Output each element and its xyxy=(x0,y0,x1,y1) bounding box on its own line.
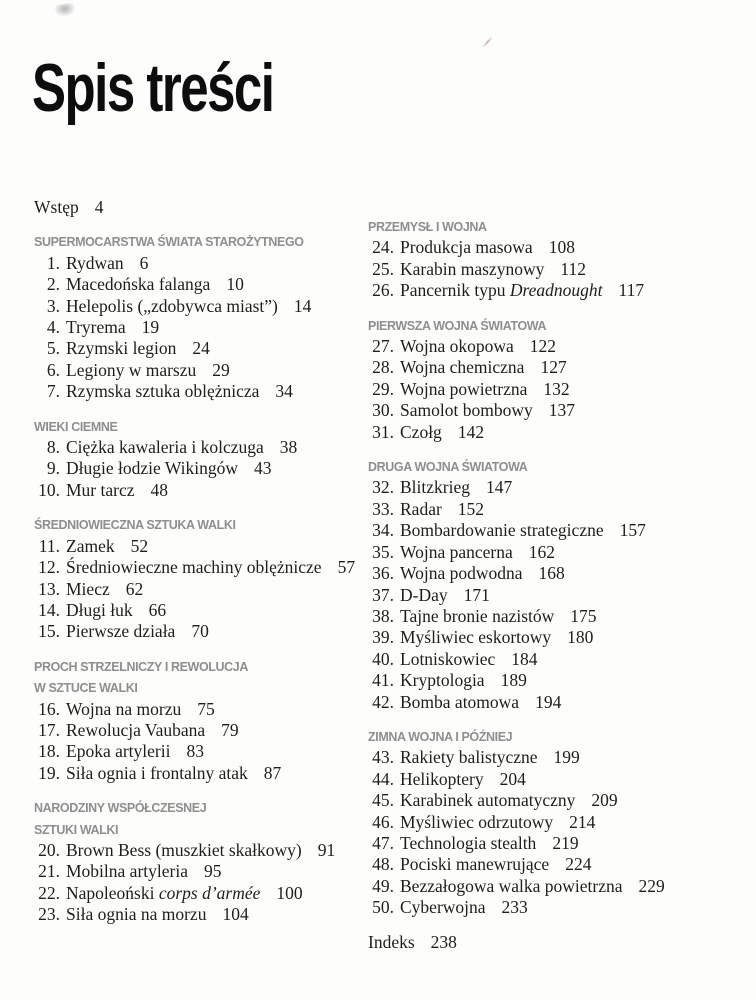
toc-entry xyxy=(34,621,368,642)
entry-number: 46. xyxy=(372,811,394,832)
entry-title: Macedońska falanga xyxy=(66,274,211,295)
toc-entry xyxy=(368,400,756,421)
toc-entry xyxy=(368,499,756,520)
entry-number: 14. xyxy=(38,599,60,620)
entry-number: 5. xyxy=(46,338,60,359)
toc-entry xyxy=(368,477,756,498)
section-header-line: W SZTUCE WALKI xyxy=(34,680,138,696)
entry-title: Długie łodzie Wikingów xyxy=(66,458,239,479)
section-header xyxy=(34,514,368,535)
toc-entry xyxy=(368,670,756,691)
page-title: Spis treści xyxy=(32,50,274,126)
entry-number: 22. xyxy=(38,882,60,903)
entry-number: 15. xyxy=(38,621,60,642)
entry-page-number: 189 xyxy=(500,670,527,691)
entry-page-number: 171 xyxy=(463,584,490,605)
entry-number: 18. xyxy=(38,741,60,762)
toc-entry xyxy=(368,833,756,854)
entry-title: Myśliwiec odrzutowy xyxy=(400,811,554,832)
entry-page-number: 6 xyxy=(139,252,149,273)
entry-page-number: 204 xyxy=(499,768,526,789)
entry-number: 12. xyxy=(38,557,60,578)
section-header xyxy=(34,416,368,437)
entry-page-number: 194 xyxy=(535,691,562,712)
entry-title: Rakiety balistyczne xyxy=(400,747,538,768)
entry-page-number: 75 xyxy=(197,698,215,719)
toc-entry xyxy=(34,437,368,458)
toc-entry xyxy=(368,280,756,301)
entry-page-number: 52 xyxy=(130,535,149,556)
entry-title: Karabinek automatyczny xyxy=(400,790,576,811)
entry-number: 35. xyxy=(372,541,394,562)
toc-entry xyxy=(368,649,756,670)
section-header xyxy=(368,456,756,477)
entry-title: Blitzkrieg xyxy=(400,477,470,498)
entry-page-number: 48 xyxy=(150,479,169,500)
entry-number: 7. xyxy=(46,381,60,402)
entry-title: Myśliwiec eskortowy xyxy=(400,627,552,648)
toc-entry xyxy=(368,259,756,280)
toc-entry xyxy=(34,840,368,861)
toc-entry xyxy=(368,897,756,918)
entry-number: 31. xyxy=(372,421,394,442)
entry-title: Długi łuk xyxy=(66,599,133,620)
entry-number: 41. xyxy=(372,670,394,691)
entry-number: 10. xyxy=(38,479,60,500)
entry-title: Wojna okopowa xyxy=(400,336,514,357)
entry-title: Pierwsze działa xyxy=(66,621,176,642)
entry-page-number: 112 xyxy=(560,258,586,279)
entry-page-number: 152 xyxy=(457,498,485,519)
entry-title: Siła ognia i frontalny atak xyxy=(66,762,248,783)
entry-page-number: 142 xyxy=(457,421,485,442)
entry-page-number: 117 xyxy=(618,280,645,301)
toc-entry xyxy=(34,557,368,578)
entry-page-number: 91 xyxy=(317,839,336,860)
section-header-line: DRUGA WOJNA ŚWIATOWA xyxy=(368,459,528,475)
entry-number: 37. xyxy=(372,584,394,605)
entry-page-number: 132 xyxy=(543,378,570,399)
toc-entry xyxy=(368,542,756,563)
toc-entry xyxy=(368,747,756,768)
section-header-line: ZIMNA WOJNA I PÓŹNIEJ xyxy=(368,728,513,744)
section-header-line: SZTUKI WALKI xyxy=(34,821,119,837)
entry-number: 13. xyxy=(38,578,60,599)
toc-entry xyxy=(34,763,368,784)
toc-column-right xyxy=(368,197,756,953)
toc-entry xyxy=(368,790,756,811)
toc-entry xyxy=(34,480,368,501)
entry-number: 1. xyxy=(46,252,60,273)
entry-title: Rzymska sztuka oblężnicza xyxy=(66,381,260,402)
entry-number: 6. xyxy=(46,359,60,380)
intro-row xyxy=(34,197,368,218)
entry-page-number: 57 xyxy=(337,557,356,578)
toc-entry xyxy=(34,883,368,904)
entry-title: Technologia stealth xyxy=(400,832,537,853)
toc-section xyxy=(34,656,368,784)
toc-entry xyxy=(34,338,368,359)
entry-page-number: 10 xyxy=(226,274,244,295)
entry-page-number: 34 xyxy=(275,381,293,402)
entry-title: Pociski manewrujące xyxy=(400,854,550,875)
toc-entry xyxy=(34,317,368,338)
entry-title: Mobilna artyleria xyxy=(66,861,188,882)
section-header-line: PIERWSZA WOJNA ŚWIATOWA xyxy=(368,317,547,333)
toc-section xyxy=(34,416,368,502)
entry-title: Średniowieczne machiny oblężnicze xyxy=(66,557,322,578)
entry-number: 45. xyxy=(372,790,394,811)
toc-entry xyxy=(34,274,368,295)
entry-title: Kryptologia xyxy=(400,670,485,691)
entry-page-number: 147 xyxy=(485,477,513,498)
toc-entry xyxy=(368,606,756,627)
toc-entry xyxy=(34,861,368,882)
entry-number: 44. xyxy=(372,768,394,789)
entry-page-number: 137 xyxy=(548,400,575,421)
index-label: Indeks xyxy=(368,931,415,952)
entry-number: 39. xyxy=(372,627,394,648)
entry-number: 2. xyxy=(46,274,60,295)
section-header xyxy=(368,726,756,747)
entry-title: D-Day xyxy=(400,584,448,605)
entry-title-italic: corps d’armée xyxy=(158,882,261,903)
entry-number: 50. xyxy=(372,897,394,918)
toc-entry xyxy=(368,379,756,400)
entry-number: 38. xyxy=(372,605,394,626)
entry-number: 24. xyxy=(372,237,394,258)
toc-entry xyxy=(34,579,368,600)
toc-entry xyxy=(368,563,756,584)
entry-page-number: 43 xyxy=(254,458,272,479)
entry-number: 23. xyxy=(38,904,60,925)
entry-title: Wojna podwodna xyxy=(400,563,523,584)
entry-number: 4. xyxy=(46,317,60,338)
entry-number: 28. xyxy=(372,357,394,378)
entry-title: Wojna na morzu xyxy=(66,698,182,719)
entry-page-number: 157 xyxy=(619,520,646,541)
entry-page-number: 104 xyxy=(222,904,249,925)
entry-title: Lotniskowiec xyxy=(400,648,496,669)
scan-scratch-artifact xyxy=(483,36,493,47)
section-header-line: NARODZINY WSPÓŁCZESNEJ xyxy=(34,800,207,816)
entry-title-italic: Dreadnought xyxy=(509,280,603,301)
entry-page-number: 100 xyxy=(276,882,303,903)
entry-title: Ciężka kawaleria i kolczuga xyxy=(66,437,264,458)
entry-title: Legiony w marszu xyxy=(66,359,197,380)
section-header xyxy=(34,797,368,840)
entry-number: 17. xyxy=(38,719,60,740)
section-header xyxy=(34,656,368,699)
entry-title: Radar xyxy=(400,498,442,519)
entry-title: Tajne bronie nazistów xyxy=(400,605,555,626)
entry-number: 36. xyxy=(372,563,394,584)
entry-title: Czołg xyxy=(400,421,442,442)
toc-column-left xyxy=(34,197,368,926)
entry-title: Helepolis („zdobywca miast”) xyxy=(66,295,278,316)
toc-entry xyxy=(368,336,756,357)
entry-number: 9. xyxy=(46,458,60,479)
entry-title: Produkcja masowa xyxy=(400,237,533,258)
entry-number: 33. xyxy=(372,498,394,519)
toc-section xyxy=(368,456,756,713)
toc-section xyxy=(34,231,368,402)
toc-entry xyxy=(34,600,368,621)
toc-entry xyxy=(368,876,756,897)
entry-title: Napoleoński corps d’armée xyxy=(66,882,261,903)
entry-page-number: 180 xyxy=(567,627,594,648)
entry-page-number: 70 xyxy=(191,621,209,642)
section-header xyxy=(368,315,756,336)
intro-label: Wstęp xyxy=(34,197,79,217)
entry-title: Helikoptery xyxy=(400,768,484,789)
entry-number: 30. xyxy=(372,400,394,421)
section-header-line: PROCH STRZELNICZY I REWOLUCJA xyxy=(34,658,248,674)
entry-page-number: 19 xyxy=(141,317,160,338)
entry-number: 48. xyxy=(372,854,394,875)
entry-page-number: 127 xyxy=(540,357,567,378)
entry-title: Mur tarcz xyxy=(66,479,135,500)
entry-number: 49. xyxy=(372,875,394,896)
entry-number: 27. xyxy=(372,336,394,357)
entry-number: 3. xyxy=(46,295,60,316)
entry-title: Wojna pancerna xyxy=(400,541,513,562)
toc-section xyxy=(368,315,756,443)
toc-right-sections xyxy=(368,216,756,919)
section-header-line: SUPERMOCARSTWA ŚWIATA STAROŻYTNEGO xyxy=(34,234,304,250)
entry-title: Zamek xyxy=(66,535,115,556)
entry-page-number: 66 xyxy=(148,599,167,620)
toc-entry xyxy=(34,741,368,762)
toc-section xyxy=(34,797,368,925)
entry-title: Tryrema xyxy=(66,317,126,338)
entry-number: 11. xyxy=(38,535,60,556)
entry-page-number: 87 xyxy=(263,762,282,783)
entry-number: 20. xyxy=(38,839,60,860)
entry-title: Rewolucja Vaubana xyxy=(66,719,206,740)
entry-page-number: 24 xyxy=(192,338,210,359)
entry-title: Epoka artylerii xyxy=(66,741,171,762)
entry-number: 40. xyxy=(372,648,394,669)
entry-page-number: 184 xyxy=(511,648,538,669)
toc-entry xyxy=(368,237,756,258)
entry-page-number: 209 xyxy=(591,790,618,811)
entry-page-number: 38 xyxy=(279,437,298,458)
toc-entry xyxy=(368,692,756,713)
entry-page-number: 83 xyxy=(186,741,204,762)
entry-title: Brown Bess (muszkiet skałkowy) xyxy=(66,839,302,860)
entry-page-number: 95 xyxy=(203,861,222,882)
entry-page-number: 168 xyxy=(538,563,565,584)
toc-section xyxy=(34,514,368,642)
toc-entry xyxy=(34,296,368,317)
entry-number: 42. xyxy=(372,691,394,712)
entry-page-number: 29 xyxy=(212,359,230,380)
toc-entry xyxy=(34,381,368,402)
toc-entry xyxy=(368,585,756,606)
intro-page-number: 4 xyxy=(94,197,104,217)
toc-entry xyxy=(368,627,756,648)
entry-number: 8. xyxy=(46,437,60,458)
entry-page-number: 62 xyxy=(125,578,144,599)
entry-title: Wojna powietrzna xyxy=(400,378,528,399)
toc-entry xyxy=(368,520,756,541)
entry-number: 25. xyxy=(372,258,394,279)
entry-title: Wojna chemiczna xyxy=(400,357,525,378)
entry-title: Rzymski legion xyxy=(66,338,177,359)
entry-number: 34. xyxy=(372,520,394,541)
entry-number: 19. xyxy=(38,762,60,783)
entry-page-number: 214 xyxy=(569,811,596,832)
index-row xyxy=(368,932,756,953)
entry-title: Rydwan xyxy=(66,252,124,273)
toc-entry xyxy=(34,253,368,274)
entry-number: 29. xyxy=(372,378,394,399)
entry-title: Samolot bombowy xyxy=(400,400,533,421)
toc-entry xyxy=(34,458,368,479)
entry-number: 32. xyxy=(372,477,394,498)
entry-page-number: 162 xyxy=(528,541,556,562)
entry-title: Karabin maszynowy xyxy=(400,258,545,279)
toc-entry xyxy=(34,360,368,381)
entry-page-number: 79 xyxy=(221,719,239,740)
toc-section xyxy=(368,216,756,302)
entry-title: Cyberwojna xyxy=(400,897,486,918)
section-header-line: PRZEMYSŁ I WOJNA xyxy=(368,219,487,234)
entry-number: 43. xyxy=(372,747,394,768)
section-header xyxy=(34,231,368,252)
entry-title: Bezzałogowa walka powietrzna xyxy=(400,875,623,896)
entry-page-number: 199 xyxy=(553,747,580,768)
entry-page-number: 229 xyxy=(638,875,665,896)
entry-page-number: 108 xyxy=(548,237,575,258)
toc-entry xyxy=(368,812,756,833)
section-header-line: WIEKI CIEMNE xyxy=(34,418,118,434)
entry-number: 26. xyxy=(372,280,394,301)
entry-title: Siła ognia na morzu xyxy=(66,904,207,925)
entry-page-number: 122 xyxy=(529,336,557,357)
toc-entry xyxy=(34,699,368,720)
toc-entry xyxy=(368,422,756,443)
toc-left-sections xyxy=(34,231,368,925)
entry-title: Bombardowanie strategiczne xyxy=(400,520,604,541)
toc-entry xyxy=(368,769,756,790)
entry-number: 16. xyxy=(38,698,60,719)
entry-page-number: 219 xyxy=(552,832,579,853)
entry-title: Pancernik typu Dreadnought xyxy=(400,280,603,301)
entry-page-number: 175 xyxy=(570,605,597,626)
toc-entry xyxy=(34,904,368,925)
toc-entry xyxy=(368,357,756,378)
toc-entry xyxy=(34,720,368,741)
toc-entry xyxy=(34,536,368,557)
entry-page-number: 14 xyxy=(293,295,312,316)
scan-smudge-artifact xyxy=(54,3,75,18)
entry-number: 21. xyxy=(38,861,60,882)
entry-page-number: 233 xyxy=(501,897,528,918)
index-page-number: 238 xyxy=(430,931,457,952)
entry-number: 47. xyxy=(372,832,394,853)
section-header-line: ŚREDNIOWIECZNA SZTUKA WALKI xyxy=(34,517,236,533)
toc-section xyxy=(368,726,756,919)
entry-title: Miecz xyxy=(66,578,110,599)
section-header xyxy=(368,216,756,237)
entry-page-number: 224 xyxy=(565,854,592,875)
toc-entry xyxy=(368,854,756,875)
entry-title: Bomba atomowa xyxy=(400,691,520,712)
